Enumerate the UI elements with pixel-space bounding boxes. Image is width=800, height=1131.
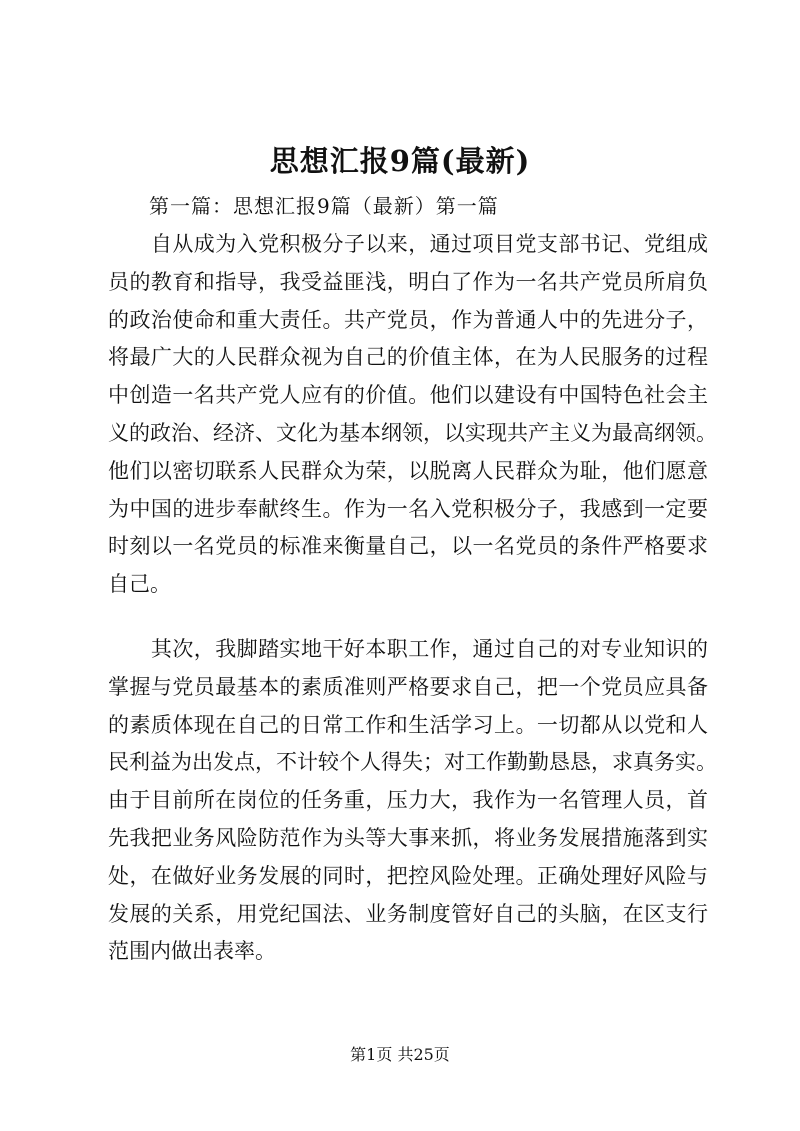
paragraph-line: 先我把业务风险防范作为头等大事来抓，将业务发展措施落到实 bbox=[108, 825, 708, 850]
paragraph-line: 发展的关系，用党纪国法、业务制度管好自己的头脑，在区支行 bbox=[108, 901, 708, 926]
paragraph-line: 义的政治、经济、文化为基本纲领，以实现共产主义为最高纲领。 bbox=[108, 420, 717, 445]
paragraph-line: 范围内做出表率。 bbox=[108, 939, 276, 964]
paragraph-line: 为中国的进步奉献终生。作为一名入党积极分子，我感到一定要 bbox=[108, 496, 708, 521]
paragraph-line: 自己。 bbox=[108, 572, 171, 597]
paragraph-line: 自从成为入党积极分子以来，通过项目党支部书记、党组成 bbox=[108, 232, 708, 256]
paragraph-line: 时刻以一名党员的标准来衡量自己，以一名党员的条件严格要求 bbox=[108, 534, 708, 559]
paragraph-line: 将最广大的人民群众视为自己的价值主体，在为人民服务的过程 bbox=[108, 345, 708, 370]
paragraph-line: 的素质体现在自己的日常工作和生活学习上。一切都从以党和人 bbox=[108, 712, 708, 737]
body-paragraph-1 bbox=[108, 226, 717, 604]
paragraph-line: 其次，我脚踏实地干好本职工作，通过自己的对专业知识的 bbox=[108, 637, 708, 661]
paragraph-line: 掌握与党员最基本的素质准则严格要求自己，把一个党员应具备 bbox=[108, 674, 708, 699]
paragraph-line: 他们以密切联系人民群众为荣，以脱离人民群众为耻，他们愿意 bbox=[108, 458, 708, 483]
paragraph-line: 民利益为出发点，不计较个人得失；对工作勤勤恳恳，求真务实。 bbox=[108, 750, 717, 775]
paragraph-line: 的政治使命和重大责任。共产党员，作为普通人中的先进分子， bbox=[108, 307, 708, 332]
page-title: 思想汇报9篇(最新) bbox=[269, 144, 531, 178]
page-number-footer: 第1页 共25页 bbox=[350, 1045, 450, 1064]
section-heading: 第一篇：思想汇报9篇（最新）第一篇 bbox=[149, 194, 499, 218]
paragraph-line: 员的教育和指导，我受益匪浅，明白了作为一名共产党员所肩负 bbox=[108, 269, 708, 294]
paragraph-line: 由于目前所在岗位的任务重，压力大，我作为一名管理人员，首 bbox=[108, 788, 708, 813]
body-paragraph-2 bbox=[108, 631, 717, 971]
paragraph-line: 处，在做好业务发展的同时，把控风险处理。正确处理好风险与 bbox=[108, 863, 708, 888]
paragraph-line: 中创造一名共产党人应有的价值。他们以建设有中国特色社会主 bbox=[108, 383, 708, 408]
